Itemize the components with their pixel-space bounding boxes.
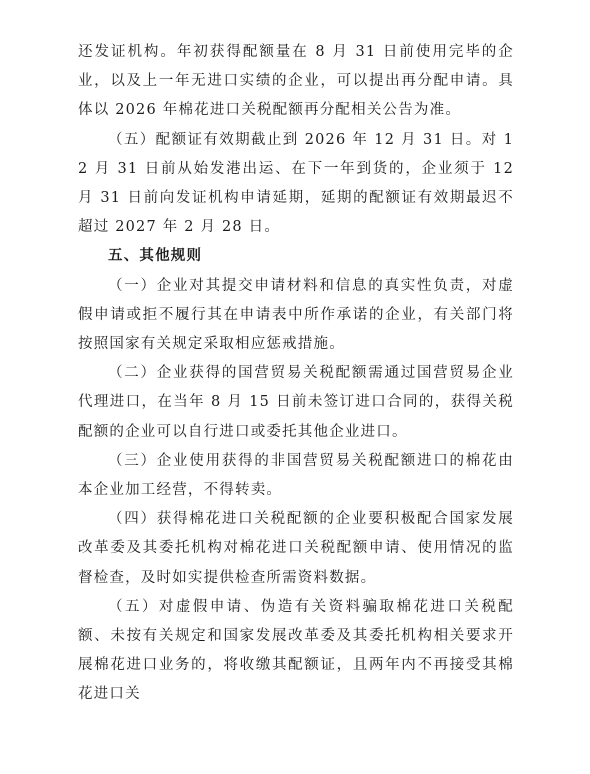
section-heading-other-rules: 五、其他规则 (108, 248, 203, 265)
paragraph-continuation: 还发证机构。年初获得配额量在 8 月 31 日前使用完毕的企业，以及上一年无进口实绩的企业，可以提出再分配申请。具体以 2026 年棉花进口关税配额再分配相关公告为准。 (78, 44, 514, 119)
paragraph-item-4: （四）获得棉花进口关税配额的企业要积极配合国家发展改革委及其委托机构对棉花进口关税配额申请、使用情况的监督检查，及时如实提供检查所需资料数据。 (78, 511, 514, 586)
paragraph-item-5: （五）对虚假申请、伪造有关资料骗取棉花进口关税配额、未按有关规定和国家发展改革委及其委托机构相关要求开展棉花进口业务的，将收缴其配额证，且两年内不再接受其棉花进口关 (78, 598, 514, 703)
paragraph-item-2: （二）企业获得的国营贸易关税配额需通过国营贸易企业代理进口，在当年 8 月 15 日前未签订进口合同的，获得关税配额的企业可以自行进口或委托其他企业进口。 (78, 365, 514, 440)
paragraph-item-1: （一）企业对其提交申请材料和信息的真实性负责，对虚假申请或拒不履行其在申请表中所作承诺的企业，有关部门将按照国家有关规定采取相应惩戒措施。 (78, 277, 514, 353)
document-page (78, 38, 514, 710)
paragraph-item-3: （三）企业使用获得的非国营贸易关税配额进口的棉花由本企业加工经营，不得转卖。 (78, 452, 514, 499)
paragraph-item-validity: （五）配额证有效期截止到 2026 年 12 月 31 日。对 12 月 31 日前从始发港出运、在下一年到货的，企业须于 12 月 31 日前向发证机构申请延期，延期的配额证有效期最迟不超过 2027 年 2 月 28 日。 (78, 131, 514, 236)
